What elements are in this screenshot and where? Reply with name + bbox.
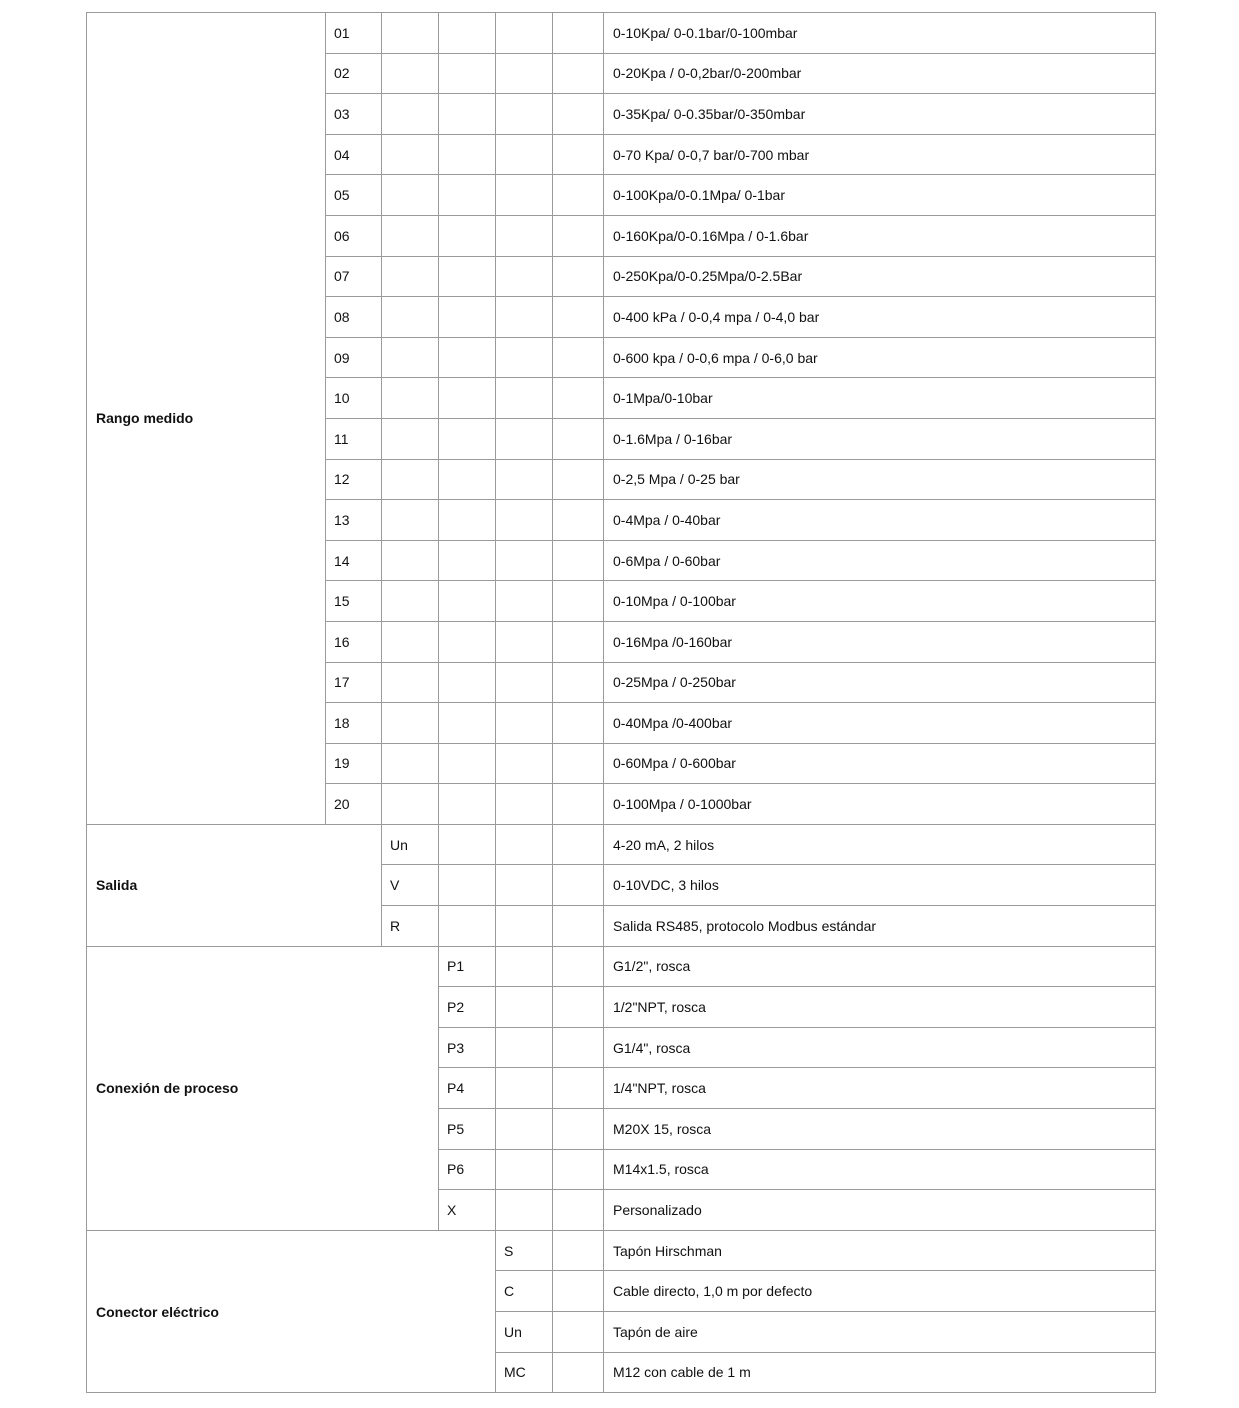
empty-cell — [553, 1027, 604, 1068]
empty-cell — [553, 1352, 604, 1393]
group-label: Conector eléctrico — [87, 1230, 496, 1392]
empty-cell — [496, 500, 553, 541]
empty-cell — [382, 621, 439, 662]
empty-cell — [439, 784, 496, 825]
empty-cell — [496, 1190, 553, 1231]
empty-cell — [382, 459, 439, 500]
empty-cell — [439, 703, 496, 744]
empty-cell — [382, 134, 439, 175]
empty-cell — [439, 418, 496, 459]
empty-cell — [553, 1109, 604, 1150]
code-cell: 08 — [326, 297, 382, 338]
description-cell: Personalizado — [604, 1190, 1156, 1231]
empty-cell — [553, 1149, 604, 1190]
empty-cell — [496, 94, 553, 135]
code-cell: S — [496, 1230, 553, 1271]
empty-cell — [553, 865, 604, 906]
group-label: Rango medido — [87, 13, 326, 825]
description-cell: 0-100Mpa / 0-1000bar — [604, 784, 1156, 825]
description-cell: M12 con cable de 1 m — [604, 1352, 1156, 1393]
description-cell: 1/4"NPT, rosca — [604, 1068, 1156, 1109]
empty-cell — [553, 500, 604, 541]
empty-cell — [439, 906, 496, 947]
empty-cell — [382, 337, 439, 378]
empty-cell — [439, 297, 496, 338]
empty-cell — [382, 378, 439, 419]
empty-cell — [553, 215, 604, 256]
code-cell: 07 — [326, 256, 382, 297]
empty-cell — [553, 337, 604, 378]
code-cell: 01 — [326, 13, 382, 54]
description-cell: 0-40Mpa /0-400bar — [604, 703, 1156, 744]
empty-cell — [439, 459, 496, 500]
table-row — [87, 824, 1156, 865]
empty-cell — [496, 53, 553, 94]
empty-cell — [553, 1230, 604, 1271]
empty-cell — [553, 662, 604, 703]
empty-cell — [382, 175, 439, 216]
empty-cell — [553, 459, 604, 500]
code-cell: MC — [496, 1352, 553, 1393]
table-row — [87, 13, 1156, 54]
empty-cell — [553, 703, 604, 744]
empty-cell — [382, 215, 439, 256]
empty-cell — [553, 540, 604, 581]
code-cell: 13 — [326, 500, 382, 541]
code-cell: P4 — [439, 1068, 496, 1109]
empty-cell — [553, 621, 604, 662]
empty-cell — [439, 94, 496, 135]
description-cell: Tapón de aire — [604, 1312, 1156, 1353]
empty-cell — [382, 53, 439, 94]
empty-cell — [553, 175, 604, 216]
empty-cell — [496, 540, 553, 581]
empty-cell — [439, 175, 496, 216]
empty-cell — [496, 824, 553, 865]
code-cell: R — [382, 906, 439, 947]
description-cell: 1/2"NPT, rosca — [604, 987, 1156, 1028]
code-cell: 05 — [326, 175, 382, 216]
empty-cell — [382, 540, 439, 581]
description-cell: 0-400 kPa / 0-0,4 mpa / 0-4,0 bar — [604, 297, 1156, 338]
empty-cell — [382, 13, 439, 54]
empty-cell — [439, 662, 496, 703]
empty-cell — [439, 378, 496, 419]
empty-cell — [496, 175, 553, 216]
empty-cell — [553, 134, 604, 175]
empty-cell — [496, 337, 553, 378]
empty-cell — [439, 134, 496, 175]
empty-cell — [382, 743, 439, 784]
empty-cell — [496, 134, 553, 175]
empty-cell — [496, 1068, 553, 1109]
description-cell: 0-100Kpa/0-0.1Mpa/ 0-1bar — [604, 175, 1156, 216]
code-cell: 03 — [326, 94, 382, 135]
code-cell: V — [382, 865, 439, 906]
empty-cell — [496, 906, 553, 947]
code-cell: 09 — [326, 337, 382, 378]
empty-cell — [496, 459, 553, 500]
empty-cell — [382, 256, 439, 297]
code-cell: Un — [382, 824, 439, 865]
empty-cell — [496, 1109, 553, 1150]
description-cell: 0-4Mpa / 0-40bar — [604, 500, 1156, 541]
code-cell: 20 — [326, 784, 382, 825]
code-cell: 12 — [326, 459, 382, 500]
empty-cell — [553, 297, 604, 338]
empty-cell — [496, 215, 553, 256]
code-cell: 15 — [326, 581, 382, 622]
empty-cell — [553, 581, 604, 622]
code-cell: P1 — [439, 946, 496, 987]
empty-cell — [496, 256, 553, 297]
empty-cell — [553, 1190, 604, 1231]
table-row — [87, 1230, 1156, 1271]
empty-cell — [553, 1312, 604, 1353]
empty-cell — [439, 337, 496, 378]
code-cell: 11 — [326, 418, 382, 459]
empty-cell — [496, 987, 553, 1028]
empty-cell — [439, 215, 496, 256]
spec-table — [86, 12, 1156, 1393]
empty-cell — [496, 378, 553, 419]
empty-cell — [382, 581, 439, 622]
empty-cell — [439, 743, 496, 784]
empty-cell — [496, 1027, 553, 1068]
description-cell: 0-20Kpa / 0-0,2bar/0-200mbar — [604, 53, 1156, 94]
empty-cell — [439, 500, 496, 541]
empty-cell — [496, 621, 553, 662]
description-cell: M20X 15, rosca — [604, 1109, 1156, 1150]
code-cell: 16 — [326, 621, 382, 662]
code-cell: P2 — [439, 987, 496, 1028]
description-cell: 0-2,5 Mpa / 0-25 bar — [604, 459, 1156, 500]
description-cell: G1/4", rosca — [604, 1027, 1156, 1068]
empty-cell — [496, 865, 553, 906]
code-cell: 19 — [326, 743, 382, 784]
empty-cell — [439, 13, 496, 54]
empty-cell — [382, 297, 439, 338]
code-cell: C — [496, 1271, 553, 1312]
empty-cell — [496, 581, 553, 622]
description-cell: Tapón Hirschman — [604, 1230, 1156, 1271]
description-cell: 0-10Mpa / 0-100bar — [604, 581, 1156, 622]
empty-cell — [553, 743, 604, 784]
empty-cell — [496, 13, 553, 54]
description-cell: 0-160Kpa/0-0.16Mpa / 0-1.6bar — [604, 215, 1156, 256]
empty-cell — [382, 662, 439, 703]
empty-cell — [553, 1271, 604, 1312]
empty-cell — [496, 784, 553, 825]
code-cell: P5 — [439, 1109, 496, 1150]
empty-cell — [553, 987, 604, 1028]
code-cell: X — [439, 1190, 496, 1231]
code-cell: 04 — [326, 134, 382, 175]
empty-cell — [553, 824, 604, 865]
description-cell: 0-1.6Mpa / 0-16bar — [604, 418, 1156, 459]
description-cell: 0-70 Kpa/ 0-0,7 bar/0-700 mbar — [604, 134, 1156, 175]
empty-cell — [496, 418, 553, 459]
description-cell: Salida RS485, protocolo Modbus estándar — [604, 906, 1156, 947]
empty-cell — [553, 94, 604, 135]
code-cell: 10 — [326, 378, 382, 419]
empty-cell — [382, 94, 439, 135]
description-cell: 0-60Mpa / 0-600bar — [604, 743, 1156, 784]
description-cell: 0-6Mpa / 0-60bar — [604, 540, 1156, 581]
empty-cell — [496, 946, 553, 987]
empty-cell — [553, 946, 604, 987]
empty-cell — [553, 1068, 604, 1109]
empty-cell — [439, 256, 496, 297]
description-cell: 0-600 kpa / 0-0,6 mpa / 0-6,0 bar — [604, 337, 1156, 378]
empty-cell — [439, 621, 496, 662]
empty-cell — [496, 662, 553, 703]
description-cell: 0-25Mpa / 0-250bar — [604, 662, 1156, 703]
group-label: Conexión de proceso — [87, 946, 439, 1230]
description-cell: 0-10Kpa/ 0-0.1bar/0-100mbar — [604, 13, 1156, 54]
empty-cell — [496, 703, 553, 744]
code-cell: 02 — [326, 53, 382, 94]
empty-cell — [553, 784, 604, 825]
description-cell: 0-10VDC, 3 hilos — [604, 865, 1156, 906]
code-cell: 18 — [326, 703, 382, 744]
description-cell: 0-1Mpa/0-10bar — [604, 378, 1156, 419]
empty-cell — [439, 865, 496, 906]
description-cell: 4-20 mA, 2 hilos — [604, 824, 1156, 865]
empty-cell — [382, 500, 439, 541]
code-cell: Un — [496, 1312, 553, 1353]
empty-cell — [439, 581, 496, 622]
empty-cell — [553, 13, 604, 54]
code-cell: P3 — [439, 1027, 496, 1068]
empty-cell — [553, 256, 604, 297]
empty-cell — [439, 824, 496, 865]
empty-cell — [439, 540, 496, 581]
empty-cell — [553, 53, 604, 94]
empty-cell — [382, 703, 439, 744]
description-cell: Cable directo, 1,0 m por defecto — [604, 1271, 1156, 1312]
empty-cell — [553, 906, 604, 947]
empty-cell — [439, 53, 496, 94]
empty-cell — [496, 743, 553, 784]
code-cell: 14 — [326, 540, 382, 581]
code-cell: 06 — [326, 215, 382, 256]
description-cell: 0-16Mpa /0-160bar — [604, 621, 1156, 662]
empty-cell — [496, 297, 553, 338]
description-cell: G1/2", rosca — [604, 946, 1156, 987]
code-cell: P6 — [439, 1149, 496, 1190]
description-cell: 0-250Kpa/0-0.25Mpa/0-2.5Bar — [604, 256, 1156, 297]
description-cell: M14x1.5, rosca — [604, 1149, 1156, 1190]
empty-cell — [553, 418, 604, 459]
empty-cell — [382, 784, 439, 825]
empty-cell — [382, 418, 439, 459]
code-cell: 17 — [326, 662, 382, 703]
empty-cell — [553, 378, 604, 419]
group-label: Salida — [87, 824, 382, 946]
description-cell: 0-35Kpa/ 0-0.35bar/0-350mbar — [604, 94, 1156, 135]
empty-cell — [496, 1149, 553, 1190]
table-row — [87, 946, 1156, 987]
